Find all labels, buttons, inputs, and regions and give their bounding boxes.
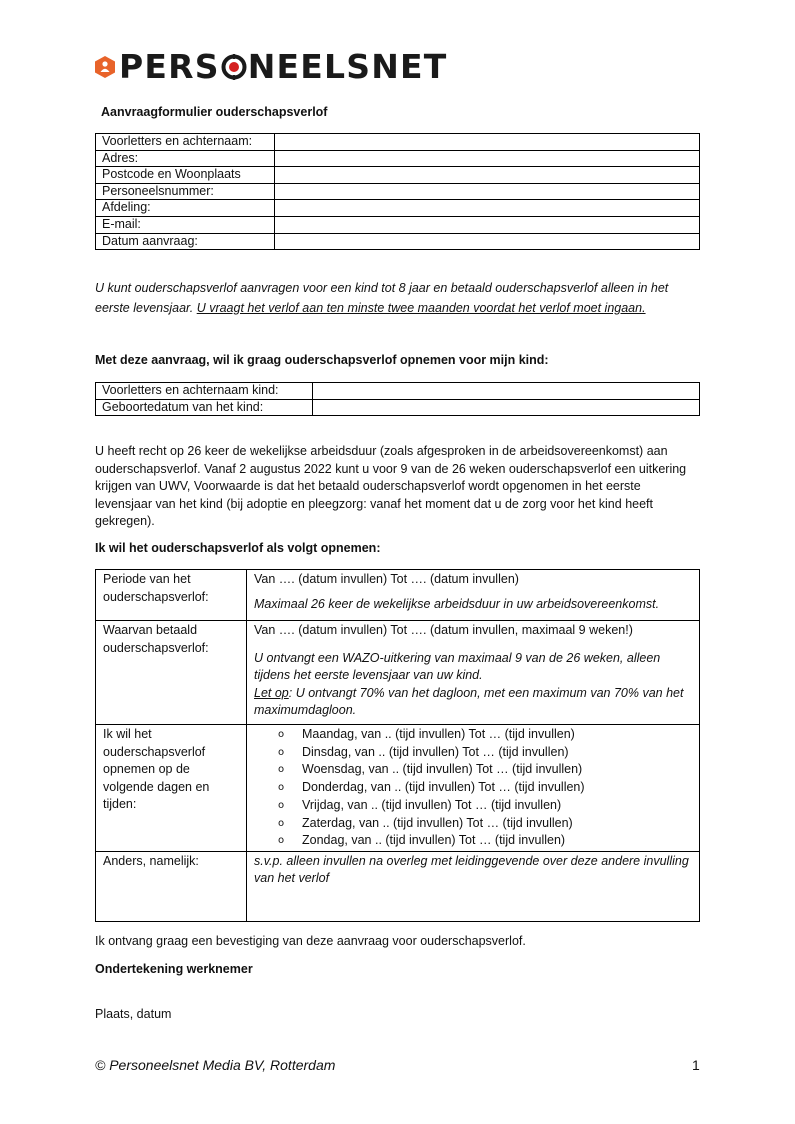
child-heading: Met deze aanvraag, wil ik graag ouderschapsverlof opnemen voor mijn kind: (95, 353, 549, 367)
employee-field-row (96, 134, 700, 151)
period-row (96, 570, 700, 621)
rights-paragraph: U heeft recht op 26 keer de wekelijkse arbeidsduur (zoals afgesproken in de arbeidsovereenkomst) aan ouderschapsverlof. Vanaf 2 augustus 2022 kunt u voor 9 van de 26 weken ouderschapsverlof een uitkering krijgen van UWV, Voorwaarde is dat het betaald ouderschapsverlof wordt opgenomen in het eerste levensjaar van het kind (bij adoptie en pleegzorg: vanaf het moment dat u de zorg voor het kind heeft gekregen). (95, 444, 687, 529)
day-item (278, 744, 692, 762)
other-row (96, 851, 700, 921)
child-field-row (96, 383, 700, 400)
day-item (278, 779, 692, 797)
day-text: Woensdag, van .. (tijd invullen) Tot … (tijd invullen) (302, 762, 583, 777)
employee-field-input-cell[interactable] (275, 167, 700, 184)
logo-wordmark (119, 49, 448, 85)
day-item (278, 815, 692, 833)
letop-label: Let op (254, 685, 289, 700)
day-text: Maandag, van .. (tijd invullen) Tot … (tijd invullen) (302, 727, 575, 741)
circle-bullet-icon: o (278, 799, 285, 811)
confirmation-text: Ik ontvang graag een bevestiging van deze aanvraag voor ouderschapsverlof. (95, 934, 526, 948)
leave-plan-table (95, 569, 700, 922)
circle-bullet-icon: o (278, 764, 285, 776)
days-cell[interactable] (247, 725, 700, 852)
employee-field-input-cell[interactable] (275, 216, 700, 233)
form-title: Aanvraagformulier ouderschapsverlof (101, 105, 328, 119)
day-item (278, 726, 692, 744)
child-field-input-cell[interactable] (313, 383, 700, 400)
logo-text-part2: NEELSNET (247, 47, 448, 86)
personeelsnet-logo (95, 49, 448, 85)
letop-text: : U ontvangt 70% van het dagloon, met een maximum van 70% van het maximumdagloon. (254, 685, 684, 717)
child-details-table (95, 382, 700, 416)
intro-text (95, 279, 700, 318)
child-field-label: Voorletters en achternaam kind: (96, 383, 313, 400)
paid-cell[interactable] (247, 621, 700, 725)
paid-note: U ontvangt een WAZO-uitkering van maximaal 9 van de 26 weken, alleen tijdens het eerste levensjaar van uw kind. (254, 650, 661, 682)
day-item (278, 761, 692, 779)
page-number: 1 (692, 1057, 700, 1073)
circle-bullet-icon: o (278, 835, 285, 847)
paid-value: Van …. (datum invullen) Tot …. (datum invullen, maximaal 9 weken!) (254, 623, 633, 637)
period-label: Periode van het ouderschapsverlof: (96, 570, 247, 621)
employee-field-row (96, 233, 700, 250)
intro-line: U kunt ouderschapsverlof aanvragen voor een kind tot 8 jaar en betaald ouderschapsverlof alleen in het eerste levensjaar. (95, 281, 669, 315)
period-value: Van …. (datum invullen) Tot …. (datum invullen) (254, 572, 519, 586)
logo-text-part1: PERS (119, 47, 220, 86)
days-label: Ik wil het ouderschapsverlof opnemen op de volgende dagen en tijden: (96, 725, 247, 852)
employee-field-row (96, 200, 700, 217)
employee-field-row (96, 216, 700, 233)
period-note: Maximaal 26 keer de wekelijkse arbeidsduur in uw arbeidsovereenkomst. (254, 596, 660, 611)
employee-field-label: Adres: (96, 150, 275, 167)
employee-field-label: Afdeling: (96, 200, 275, 217)
employee-field-label: Datum aanvraag: (96, 233, 275, 250)
hexagon-person-icon (95, 56, 115, 78)
circle-bullet-icon: o (278, 817, 285, 829)
signature-heading: Ondertekening werknemer (95, 962, 253, 976)
employee-field-input-cell[interactable] (275, 183, 700, 200)
circle-bullet-icon: o (278, 729, 285, 740)
circle-bullet-icon: o (278, 746, 285, 758)
period-cell[interactable] (247, 570, 700, 621)
day-text: Dinsdag, van .. (tijd invullen) Tot … (tijd invullen) (302, 744, 569, 759)
child-field-label: Geboortedatum van het kind: (96, 399, 313, 416)
other-label: Anders, namelijk: (96, 851, 247, 921)
child-field-row (96, 399, 700, 416)
employee-field-label: E-mail: (96, 216, 275, 233)
day-text: Zondag, van .. (tijd invullen) Tot … (tijd invullen) (302, 833, 566, 848)
employee-field-input-cell[interactable] (275, 150, 700, 167)
day-text: Vrijdag, van .. (tijd invullen) Tot … (tijd invullen) (302, 797, 562, 812)
day-item (278, 832, 692, 850)
employee-field-input-cell[interactable] (275, 233, 700, 250)
days-list (254, 726, 692, 850)
employee-field-input-cell[interactable] (275, 200, 700, 217)
other-cell[interactable] (247, 851, 700, 921)
employee-field-label: Personeelsnummer: (96, 183, 275, 200)
employee-field-row (96, 150, 700, 167)
employee-field-row (96, 183, 700, 200)
other-note: s.v.p. alleen invullen na overleg met leidinggevende over deze andere invulling van het verlof (254, 853, 689, 886)
employee-field-input-cell[interactable] (275, 134, 700, 151)
day-item (278, 797, 692, 815)
place-date-label: Plaats, datum (95, 1007, 172, 1021)
day-text: Zaterdag, van .. (tijd invullen) Tot … (tijd invullen) (302, 815, 573, 830)
day-text: Donderdag, van .. (tijd invullen) Tot … (tijd invullen) (302, 780, 585, 795)
paid-row (96, 621, 700, 725)
target-icon (221, 54, 247, 80)
paid-letop-block (254, 685, 692, 720)
employee-details-table (95, 133, 700, 250)
paid-label: Waarvan betaald ouderschapsverlof: (96, 621, 247, 725)
employee-field-label: Postcode en Woonplaats (96, 167, 275, 184)
employee-field-row (96, 167, 700, 184)
circle-bullet-icon: o (278, 782, 285, 794)
footer-copyright: © Personeelsnet Media BV, Rotterdam (95, 1057, 336, 1073)
intro-underlined: U vraagt het verlof aan ten minste twee maanden voordat het verlof moet ingaan. (196, 300, 646, 315)
plan-heading: Ik wil het ouderschapsverlof als volgt opnemen: (95, 541, 381, 555)
days-row (96, 725, 700, 852)
employee-field-label: Voorletters en achternaam: (96, 134, 275, 151)
child-field-input-cell[interactable] (313, 399, 700, 416)
